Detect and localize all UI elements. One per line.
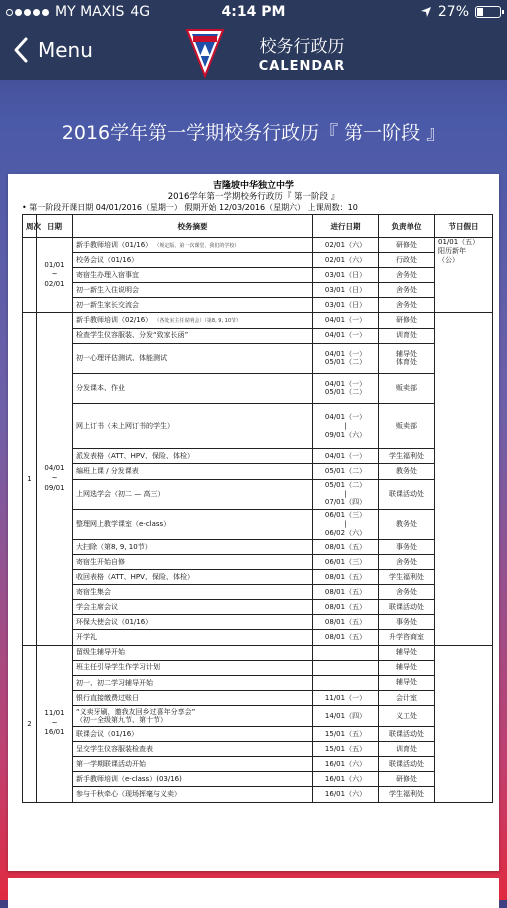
event-cell [73,464,313,479]
unit-cell: 舍务处 [379,283,435,298]
event-text: “义卖牙刷，邀我友回乡过喜年分享会” （初一全级第九节、第十节） [76,707,196,724]
event-text: 新手教师培训（e-class）(03/16) [76,775,182,784]
event-text: 开学礼 [76,633,97,642]
event-cell [73,328,313,343]
table-row [23,757,493,772]
unit-cell: 行政处 [379,253,435,268]
battery-icon [475,6,501,18]
progress-date-cell: 15/01（五） [313,727,379,742]
table-row [23,705,493,726]
week-number-cell: 1 [23,313,37,645]
nav-title: 校务行政历 [259,37,345,57]
event-text: 编班上课 / 分发课表 [76,467,139,476]
event-text: 大扫除（第8, 9, 10节） [76,542,152,551]
event-cell [73,675,313,690]
event-cell [73,509,313,539]
progress-date-cell [313,675,379,690]
calendar-table [22,214,493,803]
event-cell [73,238,313,253]
progress-date-cell: 05/01（二） | 07/01（四） [313,479,379,509]
back-button[interactable] [12,36,93,64]
event-text: 联课会议（01/16） [76,729,139,738]
table-row [23,268,493,283]
progress-date-cell: 08/01（五） [313,539,379,554]
event-cell [73,772,313,787]
event-text: 检查学生仪容服装、分发“致家长函” [76,331,189,340]
unit-cell: 辅导处 [379,660,435,675]
unit-cell: 舍务处 [379,298,435,313]
event-cell [73,727,313,742]
unit-cell: 义工处 [379,705,435,726]
table-row [23,570,493,585]
table-row [23,630,493,645]
table-row [23,772,493,787]
table-row [23,509,493,539]
table-row [23,727,493,742]
event-text: 银行直接缴费过账日 [76,693,139,702]
unit-cell: 贩卖部 [379,373,435,403]
event-note: （各处室主任说明会）（第8, 9, 10节） [154,318,242,325]
progress-date-cell: 06/01（三） [313,554,379,569]
progress-date-cell: 08/01（五） [313,630,379,645]
progress-date-cell [313,660,379,675]
event-text: 环保大使会议（01/16） [76,618,153,627]
progress-date-cell: 04/01（一） 05/01（二） [313,343,379,373]
progress-date-cell: 15/01（五） [313,742,379,757]
table-row [23,742,493,757]
document-title: 2016学年第一学期校务行政历『 第一阶段 』 [167,192,340,202]
event-cell [73,705,313,726]
table-row [23,787,493,802]
unit-cell: 舍务处 [379,554,435,569]
progress-date-cell: 03/01（日） [313,298,379,313]
unit-cell: 辅导处 [379,675,435,690]
progress-date-cell: 08/01（五） [313,600,379,615]
school-name: 吉隆坡中华独立中学 [212,181,294,191]
progress-date-cell: 02/01（六） [313,253,379,268]
event-cell [73,479,313,509]
week-number-cell [23,238,37,313]
unit-cell: 训育处 [379,328,435,343]
unit-cell: 舍务处 [379,268,435,283]
table-row [23,449,493,464]
table-row [23,298,493,313]
event-text: 分发课本、作业 [76,384,125,393]
column-header-unit: 负责单位 [379,215,435,238]
event-cell [73,690,313,705]
column-header-holiday: 节日假日 [435,215,493,238]
unit-cell: 学生福利处 [379,570,435,585]
chevron-left-icon [12,36,30,64]
progress-date-cell: 08/01（五） [313,570,379,585]
progress-date-cell: 05/01（二） [313,464,379,479]
event-text: 初一新生家长交流会 [76,301,139,310]
progress-date-cell: 11/01（一） [313,690,379,705]
event-cell [73,645,313,660]
unit-cell: 研修处 [379,772,435,787]
progress-date-cell: 08/01（五） [313,615,379,630]
unit-cell: 学生福利处 [379,787,435,802]
battery-fill [477,8,483,16]
holiday-cell: 01/01（五） 阳历新年 （公） [435,238,493,313]
unit-cell: 联课活动处 [379,479,435,509]
event-text: 初一、初二学习辅导开始 [76,678,153,687]
progress-date-cell: 04/01（一） [313,449,379,464]
event-cell [73,253,313,268]
event-text: 派发表格（ATT、HPV、保险、体检） [76,452,194,461]
table-row [23,554,493,569]
event-cell [73,757,313,772]
network-label: 4G [130,4,151,20]
table-row [23,328,493,343]
table-row [23,238,493,253]
table-row [23,404,493,449]
progress-date-cell: 03/01（日） [313,268,379,283]
table-row [23,253,493,268]
progress-date-cell: 16/01（六） [313,772,379,787]
event-cell [73,615,313,630]
progress-date-cell: 08/01（五） [313,585,379,600]
event-text: 收回表格（ATT、HPV、保险、体检） [76,572,194,581]
event-text: 留级生辅导开始 [76,648,125,657]
unit-cell: 联课活动处 [379,600,435,615]
unit-cell: 辅导处 [379,645,435,660]
unit-cell: 辅导处 体育处 [379,343,435,373]
event-cell [73,554,313,569]
unit-cell: 联课活动处 [379,757,435,772]
event-text: 新手教师培训（01/16） [76,240,153,249]
table-row [23,373,493,403]
event-cell [73,539,313,554]
battery-percent: 27% [437,4,469,20]
table-row [23,313,493,328]
column-header-summary: 校务摘要 [73,215,313,238]
event-cell [73,449,313,464]
progress-date-cell: 04/01（一） [313,328,379,343]
navigation-bar [0,26,507,80]
table-row [23,600,493,615]
event-cell [73,313,313,328]
unit-cell: 教务处 [379,464,435,479]
event-text: 初一心理评估测试、体能测试 [76,354,167,363]
unit-cell: 升学咨商室 [379,630,435,645]
table-row [23,675,493,690]
event-text: 呈交学生仪容服装检查表 [76,744,153,753]
table-row [23,343,493,373]
week-number-cell: 2 [23,645,37,802]
table-row [23,690,493,705]
event-cell [73,742,313,757]
progress-date-cell: 16/01（六） [313,787,379,802]
event-text: 学会主席会议 [76,603,118,612]
event-cell [73,570,313,585]
event-cell [73,404,313,449]
week-range-cell: 01/01 ~ 02/01 [37,238,73,313]
event-cell [73,343,313,373]
event-text: 寄宿生集会 [76,588,111,597]
unit-cell: 训育处 [379,742,435,757]
progress-date-cell: 14/01（四） [313,705,379,726]
column-header-date: 日期 [37,215,73,238]
holiday-cell [435,313,493,645]
event-text: 新手教师培训（02/16） [76,316,153,325]
back-button-label: Menu [38,38,93,62]
event-text: 寄宿生办理入宿事宜 [76,271,139,280]
unit-cell: 事务处 [379,539,435,554]
unit-cell: 会计室 [379,690,435,705]
unit-cell: 联课活动处 [379,727,435,742]
table-row [23,615,493,630]
page-title: 2016学年第一学期校务行政历『 第一阶段 』 [61,122,446,144]
event-note: （规定版、第一次课堂、我们的学校） [154,242,240,249]
event-cell [73,268,313,283]
table-row [23,539,493,554]
event-text: 第一学期联课活动开始 [76,760,146,769]
event-text: 上网选学会（初二 — 高三） [76,489,165,498]
event-text: 寄宿生开始自修 [76,557,125,566]
holiday-cell [435,645,493,802]
status-bar [0,0,507,26]
event-cell [73,787,313,802]
table-row [23,645,493,660]
column-header-week: 周次 [23,215,37,238]
calendar-document [8,174,499,871]
progress-date-cell: 03/01（日） [313,283,379,298]
event-text: 校务会议（01/16） [76,255,139,264]
next-page-preview [8,878,499,908]
table-row [23,585,493,600]
unit-cell: 舍务处 [379,585,435,600]
unit-cell: 研修处 [379,313,435,328]
school-crest-icon [183,26,227,78]
table-header-row [23,215,493,238]
progress-date-cell: 04/01（一） [313,313,379,328]
nav-subtitle: CALENDAR [258,59,346,74]
unit-cell: 研修处 [379,238,435,253]
event-text: 初一新生入住说明会 [76,286,139,295]
event-cell [73,660,313,675]
event-cell [73,600,313,615]
progress-date-cell: 02/01（六） [313,238,379,253]
clock: 4:14 PM [221,4,286,20]
week-range-cell: 04/01 ~ 09/01 [37,313,73,645]
event-text: 班主任引导学生作学习计划 [76,663,160,672]
table-row [23,283,493,298]
unit-cell: 事务处 [379,615,435,630]
event-text: 参与千秋牵心（现场挥毫与义卖） [76,790,181,799]
event-cell [73,298,313,313]
progress-date-cell [313,645,379,660]
event-cell [73,373,313,403]
progress-date-cell: 04/01（一） 05/01（二） [313,373,379,403]
unit-cell: 教务处 [379,509,435,539]
progress-date-cell: 06/01（三） | 06/02（六） [313,509,379,539]
location-arrow-icon [420,6,432,18]
event-cell [73,585,313,600]
unit-cell: 学生福利处 [379,449,435,464]
event-cell [73,283,313,298]
event-cell [73,630,313,645]
unit-cell: 贩卖部 [379,404,435,449]
column-header-progress-date: 进行日期 [313,215,379,238]
event-text: 网上订书（未上网订书的学生） [76,421,174,430]
table-row [23,479,493,509]
event-text: 整理网上教学课室（e-class） [76,520,171,529]
table-row [23,660,493,675]
progress-date-cell: 16/01（六） [313,757,379,772]
week-range-cell: 11/01 ~ 16/01 [37,645,73,802]
progress-date-cell: 04/01（一） | 09/01（六） [313,404,379,449]
term-note: • 第一阶段开课日期 04/01/2016（星期一） 假期开始 12/03/2016（星期六） 上课周数：10 [22,203,358,212]
table-row [23,464,493,479]
carrier-label: MY MAXIS [55,4,125,20]
